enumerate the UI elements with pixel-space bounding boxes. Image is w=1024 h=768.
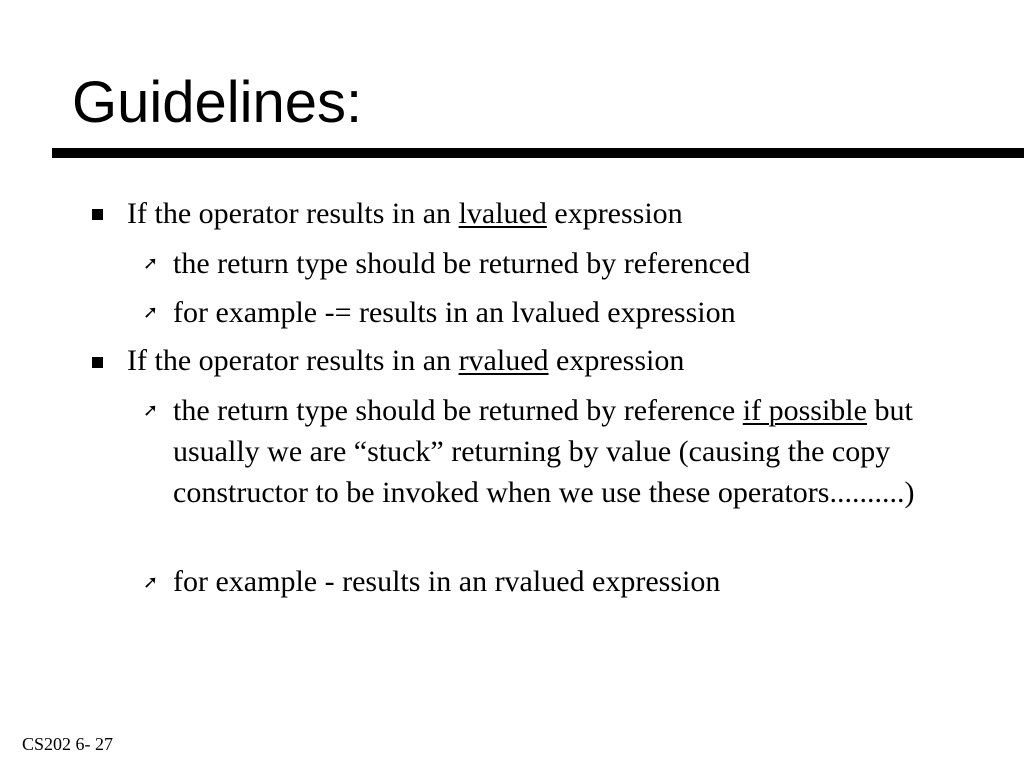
bullet-text-pre: If the operator results in an [127, 197, 459, 230]
arrow-bullet-icon: ➚ [143, 400, 159, 421]
sub-bullet-return-reference-if-possible [173, 390, 953, 513]
sub-bullet-rvalued-example: for example - results in an rvalued expression [173, 565, 721, 598]
bullet-text-post: expression [548, 344, 685, 377]
bullet-text-pre: If the operator results in an [127, 344, 459, 377]
arrow-bullet-icon: ➚ [143, 302, 159, 323]
bullet-emphasis-rvalued: rvalued [458, 344, 549, 377]
arrow-bullet-icon: ➚ [143, 572, 159, 593]
square-bullet-icon [92, 357, 103, 368]
title-underline-rule [52, 148, 1024, 158]
sub-text-post: but usually we are “stuck” returning by value (causing the copy constructor to be invoked when we use these operators..........) [173, 394, 915, 509]
slide-title: Guidelines: [72, 70, 363, 135]
sub-bullet-lvalued-example: for example -= results in an lvalued expression [173, 296, 736, 329]
square-bullet-icon [92, 209, 103, 220]
bullet-lvalued [127, 193, 683, 234]
sub-bullet-return-referenced: the return type should be returned by referenced [173, 247, 751, 280]
sub-text-pre: the return type should be returned by reference [173, 394, 743, 427]
slide-footer: CS202 6- 27 [22, 734, 114, 754]
bullet-emphasis-lvalued: lvalued [458, 197, 547, 230]
bullet-text-post: expression [546, 197, 683, 230]
bullet-rvalued [127, 340, 684, 381]
arrow-bullet-icon: ➚ [143, 253, 159, 274]
sub-emphasis-if-possible: if possible [742, 394, 867, 427]
